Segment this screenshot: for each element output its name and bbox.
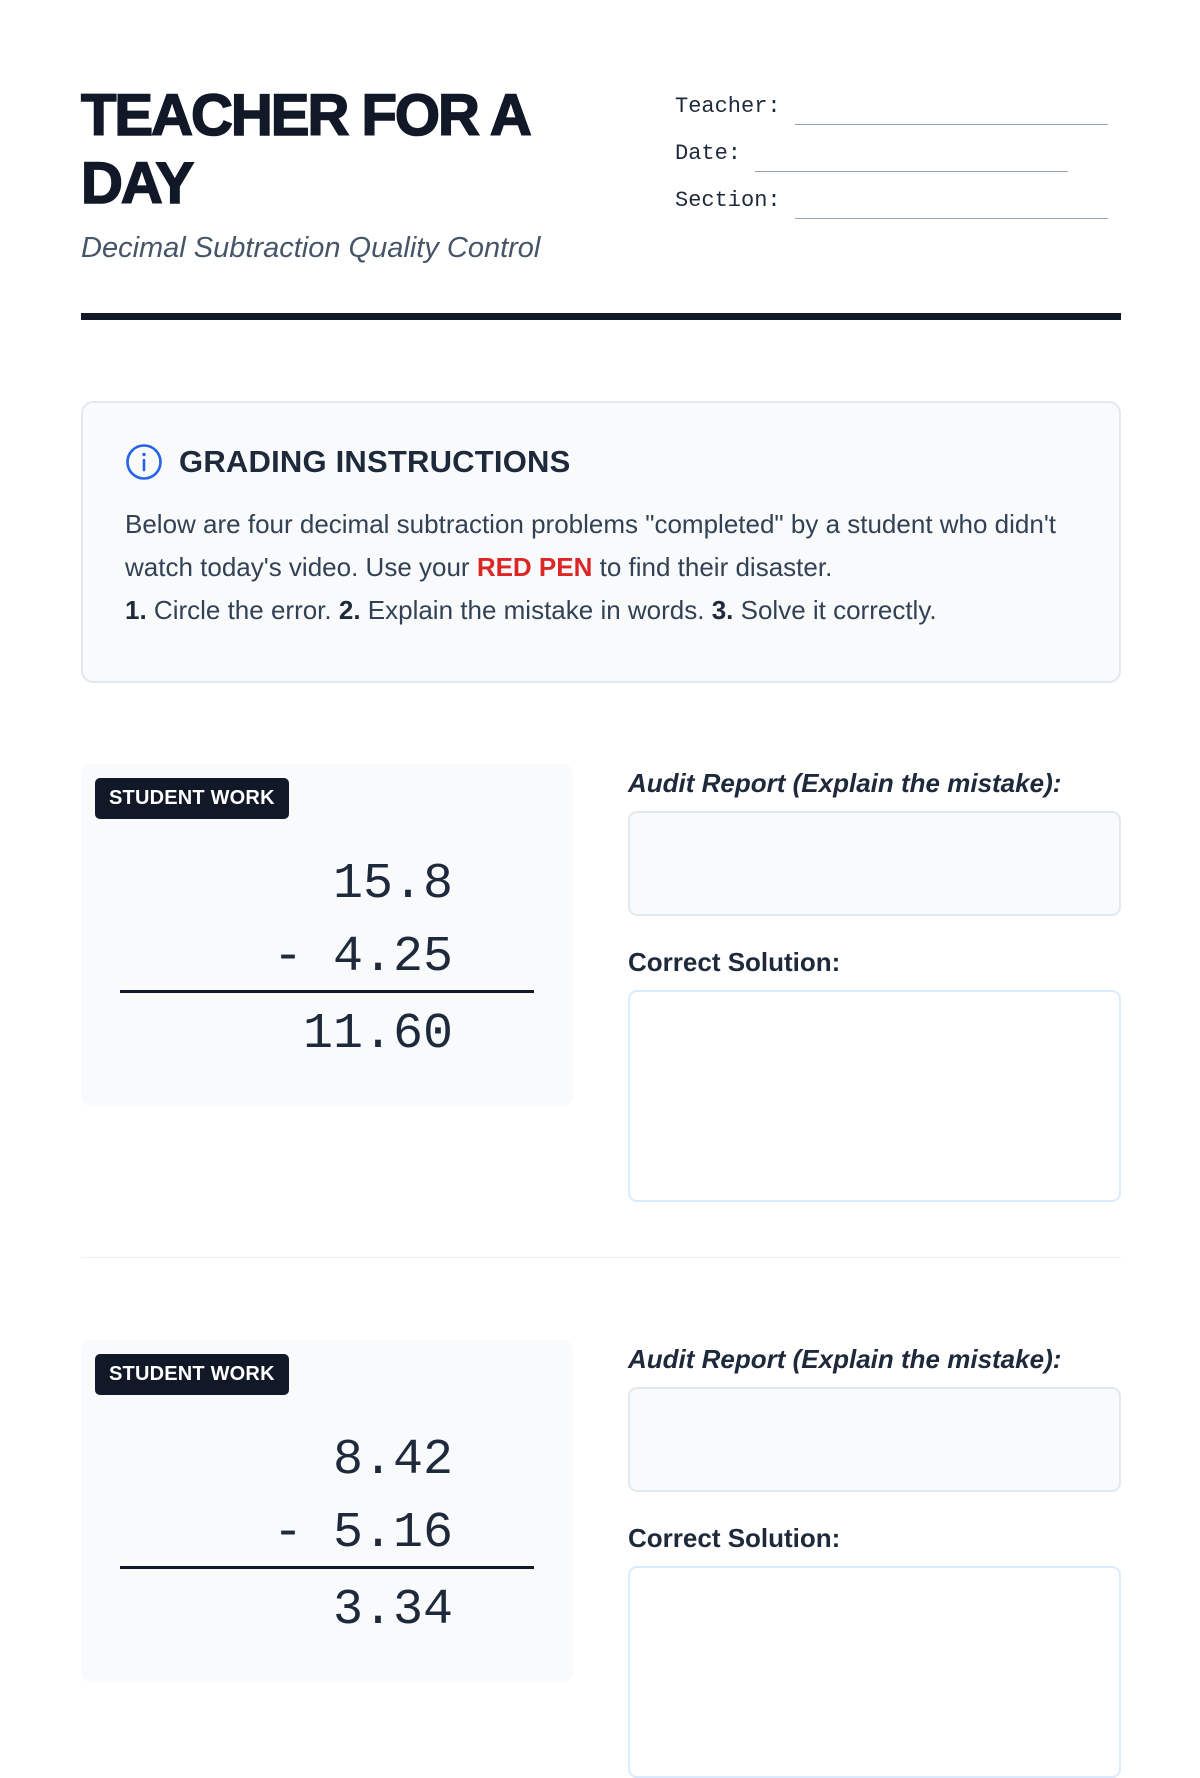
audit-report-label: Audit Report (Explain the mistake): (628, 768, 1062, 798)
step-2-text: Explain the mistake in words. (360, 595, 712, 625)
section-label: Section: (675, 188, 781, 213)
step-3-number: 3. (711, 595, 734, 625)
red-pen-highlight: RED PEN (476, 552, 593, 582)
page-subtitle: Decimal Subtraction Quality Control (81, 232, 541, 264)
instructions-title: GRADING INSTRUCTIONS (179, 444, 571, 479)
subtrahend: - 4.25 (272, 929, 453, 986)
header-fields (675, 78, 1121, 219)
worksheet-page (81, 0, 1121, 1639)
step-3-text: Solve it correctly. (733, 595, 937, 625)
date-field (675, 125, 1121, 172)
section-blank-line[interactable] (795, 188, 1108, 219)
minuend: 8.42 (332, 1432, 453, 1489)
teacher-label: Teacher: (675, 94, 781, 119)
correct-solution-box[interactable] (628, 1566, 1121, 1778)
correct-solution-label: Correct Solution: (628, 947, 841, 977)
step-1-text: Circle the error. (146, 595, 339, 625)
correct-solution-box[interactable] (628, 990, 1121, 1202)
section-field (675, 172, 1121, 219)
date-blank-line[interactable] (755, 141, 1068, 172)
student-work-card (81, 764, 573, 1106)
student-answer[interactable]: 3.34 (332, 1582, 453, 1639)
student-work-badge: STUDENT WORK (95, 1354, 289, 1395)
instructions-heading (125, 443, 1077, 481)
student-work-card (81, 1340, 573, 1682)
student-work-badge: STUDENT WORK (95, 778, 289, 819)
teacher-field (675, 78, 1121, 125)
teacher-blank-line[interactable] (795, 94, 1108, 125)
header-divider (81, 313, 1121, 320)
minuend: 15.8 (332, 856, 453, 913)
answer-rule (120, 1566, 534, 1569)
audit-report-box[interactable] (628, 811, 1121, 916)
problem-divider (81, 1257, 1121, 1258)
audit-report-box[interactable] (628, 1387, 1121, 1492)
instructions-intro-end: to find their disaster. (592, 552, 833, 582)
student-answer[interactable]: 11.60 (302, 1006, 453, 1063)
step-2-number: 2. (338, 595, 361, 625)
date-label: Date: (675, 141, 742, 166)
step-1-number: 1. (125, 595, 147, 625)
info-icon (125, 443, 163, 481)
subtrahend: - 5.16 (272, 1505, 453, 1562)
audit-report-label: Audit Report (Explain the mistake): (628, 1344, 1062, 1374)
instructions-body (125, 503, 1077, 632)
page-title: TEACHER FOR A DAY (81, 83, 528, 216)
grading-instructions-box (81, 401, 1121, 683)
instructions-intro: Below are four decimal subtraction problems "completed" by a student who didn't watch today's video. Use your (125, 509, 1057, 582)
correct-solution-label: Correct Solution: (628, 1523, 841, 1553)
answer-rule (120, 990, 534, 993)
